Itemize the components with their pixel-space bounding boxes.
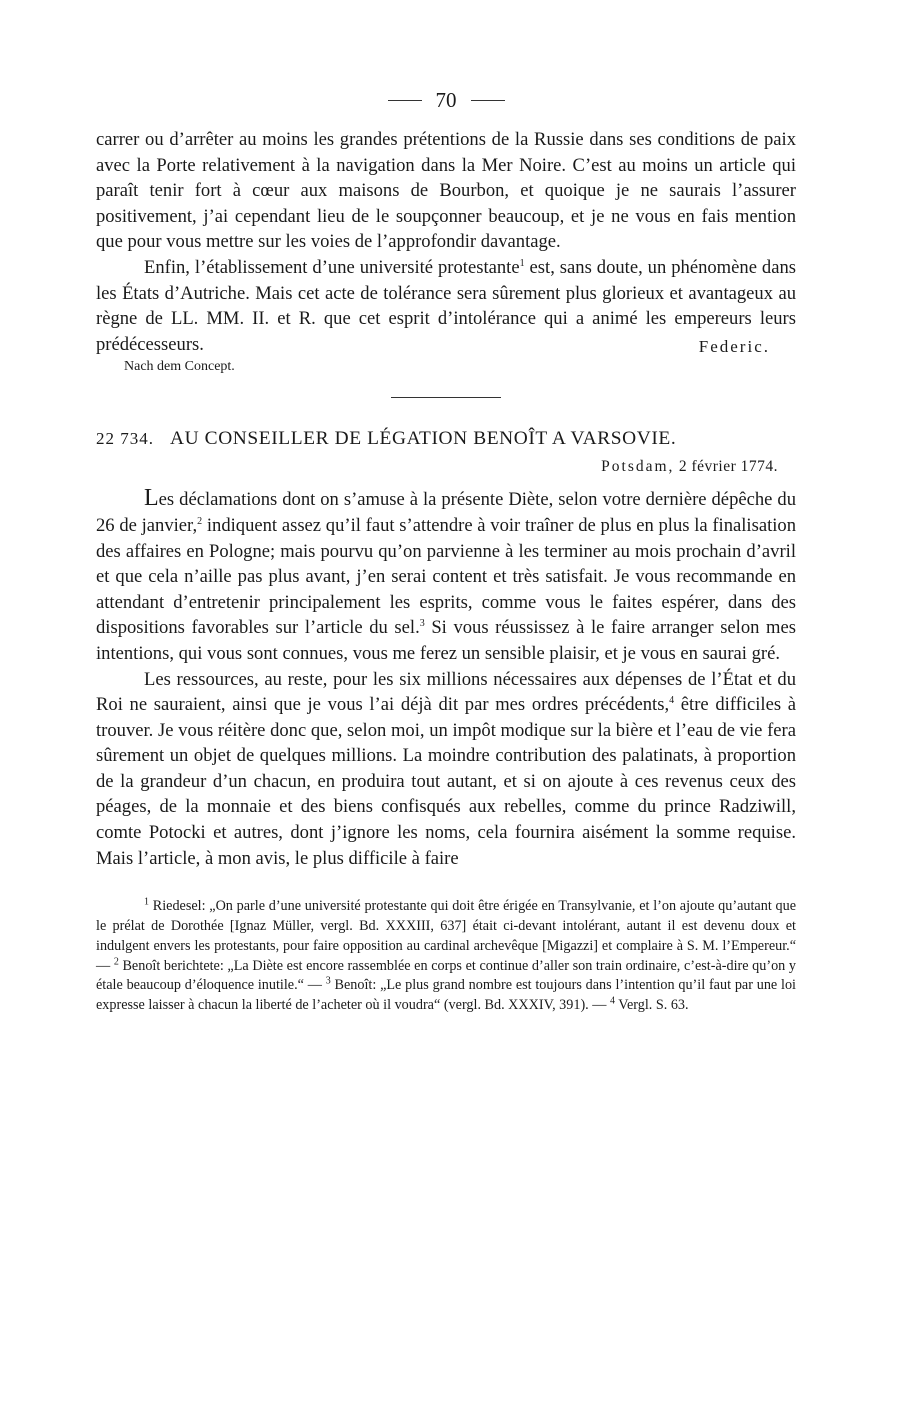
letter-heading	[96, 428, 796, 450]
signature: Federic.	[698, 337, 770, 357]
letter-number: 22 734.	[96, 429, 154, 449]
prev-letter-paragraph-1: carrer ou d’arrêter au moins les grandes prétentions de la Russie dans ses conditions de paix avec la Porte relativement à la navigation dans la Mer Noire. C’est au moins un article qui paraît tenir fort à cœur aux maisons de Bourbon, et quoique je ne saurais l’assurer positivement, j’ai cependant lieu de le soupçonner beaucoup, et je ne vous en fais mention que pour vous mettre sur les voies de l’approfondir davantage.	[96, 129, 796, 253]
dateline	[96, 458, 778, 476]
footnote-text: Benoît berichtete: „La Diète est encore rassemblée en corps et continue d’aller son train ordinaire, c’est-à-dire qu’on y étale beaucoup d’éloquence inutile.“ —	[96, 957, 797, 994]
footnote-text: Riedesel: „On parle d’une université protestante qui doit être érigée en Transylvanie, et l’on ajoute qu’autant que le prélat de Dorothée [Ignaz Müller, vergl. Bd. XXXIII, 637] était ci-devant intolérant, autant il est devenu doux et indulgent envers les protestants, pour faire opposition au cardinal archevêque [Migazzi] et complaire à S. M. l’Empereur.“ —	[96, 898, 796, 974]
footnote-ref-2: 2	[197, 515, 203, 527]
footnote-number: 2	[113, 955, 119, 967]
footnote-number: 3	[325, 975, 331, 987]
footnote-ref-4: 4	[669, 694, 675, 706]
dateline-date: 2 février 1774.	[678, 458, 778, 476]
footnote-ref-3: 3	[419, 618, 425, 630]
section-divider	[391, 397, 501, 398]
text-run: être difficiles à trouver. Je vous réitère donc que, selon moi, un impôt modique sur la bière et l’eau de vie fera sûrement un objet de quelques millions. La moindre contribution des palatinats, à proportion de la grandeur d’un chacun, en produira tout autant, et si on ajoute à ces revenus ceux des péages, de la monnaie et des biens confisqués aux rebelles, comme du prince Radziwill, comte Potocki et autres, dont j’ignore les noms, cela fournira aisément la somme requise. Mais l’article, à mon avis, le plus difficile à faire	[96, 694, 796, 869]
initial-letter: L	[144, 485, 159, 512]
text-run: Si vous réussissez à le faire arranger selon mes intentions, qui vous sont connues, vous me ferez un sensible plaisir, et je vous en saurai gré.	[96, 617, 796, 664]
page-number: 70	[435, 88, 457, 112]
footnote-text: Benoît: „Le plus grand nombre est toujours dans l’intention qu’il faut par une loi expresse laisser à chacun la liberté de l’acheter où il voudra“ (vergl. Bd. XXXIV, 391). —	[96, 977, 796, 1014]
footnote-number: 1	[144, 896, 149, 908]
page-header	[96, 88, 796, 113]
text-run: Enfin, l’établissement d’une université protestante	[144, 256, 520, 278]
letter-addressee: AU CONSEILLER DE LÉGATION BENOÎT A VARSOVIE.	[170, 428, 677, 450]
text-run: indiquent assez qu’il faut s’attendre à voir traîner de plus en plus la finalisation des affaires en Pologne; mais pourvu qu’on parvienne à les terminer au mois prochain d’avril et que cela n’aille pas plus avant, j’en serai content et très satisfait. Je vous recommande en attendant d’entretenir principalement les esprits, comme vous le faites espérer, dans des dispositions favorables sur l’article du sel.	[96, 514, 797, 639]
text-run: Les ressources, au reste, pour les six millions nécessaires aux dépenses de l’État et du Roi ne sauraient, ainsi que je vous l’ai déjà dit par mes ordres précédents,	[96, 668, 796, 716]
prev-letter-paragraph-2	[96, 255, 796, 357]
footnote-ref-1: 1	[519, 257, 525, 269]
header-dash-right	[471, 100, 505, 101]
footnote-text: Vergl. S. 63.	[615, 997, 689, 1014]
document-page	[96, 88, 796, 1016]
letter-paragraph-1	[96, 486, 796, 666]
text-run: est, sans doute, un phénomène dans les États d’Autriche. Mais cet acte de tolérance sera sûrement plus glorieux et avantageux au règne de LL. MM. II. et R. que cet esprit d’intolérance qui a animé les empereurs leurs prédécesseurs.	[96, 256, 796, 355]
dateline-place: Potsdam,	[601, 458, 675, 476]
footnote-number: 4	[610, 995, 615, 1007]
footnotes	[96, 897, 796, 1016]
text-run: es déclamations dont on s’amuse à la présente Diète, selon votre dernière dépêche du 26 de janvier,	[96, 489, 796, 536]
letter-closing	[96, 337, 796, 375]
letter-paragraph-2	[96, 667, 796, 872]
header-dash-left	[388, 100, 422, 101]
source-note: Nach dem Concept.	[124, 359, 235, 375]
